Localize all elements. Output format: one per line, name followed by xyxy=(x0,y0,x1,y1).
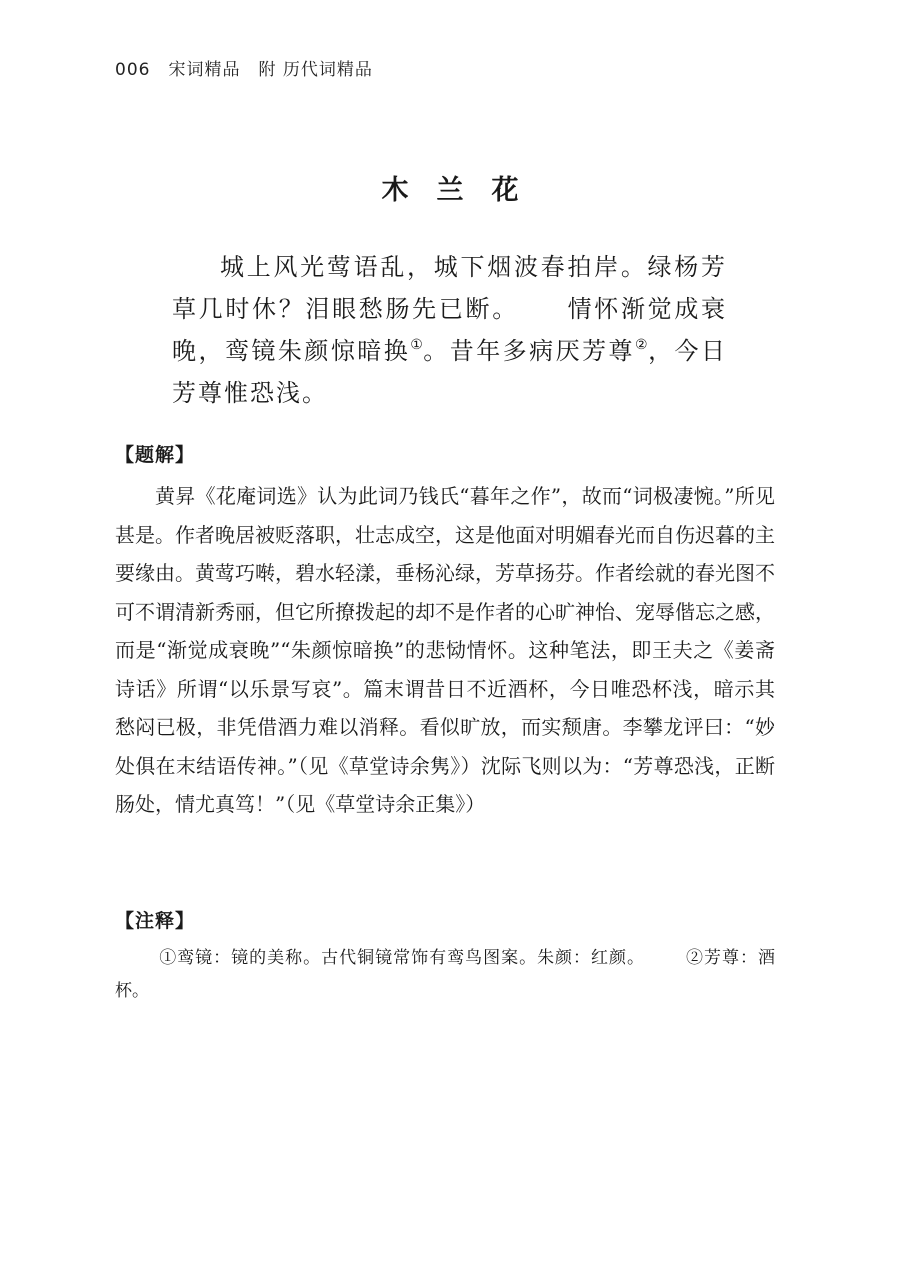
poem-title: 木兰花 xyxy=(381,175,547,206)
poem-stanza-2a: 情怀渐觉成衰晚，鸾镜朱颜惊暗换 xyxy=(172,295,728,365)
notes-heading: 【注释】 xyxy=(115,910,196,932)
poem-stanza-2c: ，今日芳尊惟恐浅。 xyxy=(172,337,728,407)
running-header xyxy=(115,55,373,80)
poem-stanza-2b: 。昔年多病厌芳尊 xyxy=(423,337,636,365)
poem-stanza-1: 城上风光莺语乱，城下烟波春拍岸。绿杨芳草几时休？泪眼愁肠先已断。 xyxy=(172,253,727,323)
note-2: ②芳尊：酒杯。 xyxy=(115,948,776,1001)
book-title: 宋词精品 xyxy=(168,60,241,80)
analysis-heading: 【题解】 xyxy=(115,444,196,466)
notes-body xyxy=(115,942,775,1008)
note-mark-1: ① xyxy=(410,337,424,353)
note-1: ①鸾镜：镜的美称。古代铜镜常饰有鸾鸟图案。朱颜：红颜。 xyxy=(159,948,646,968)
page-number: 006 xyxy=(115,60,151,80)
book-subtitle: 附 历代词精品 xyxy=(258,60,373,80)
note-mark-2: ② xyxy=(635,337,649,353)
analysis-text: 黄昇《花庵词选》认为此词乃钱氏“暮年之作”，故而“词极凄惋。”所见甚是。作者晚居被贬落职，壮志成空，这是他面对明媚春光而自伤迟暮的主要缘由。黄莺巧啭，碧水轻漾，垂杨沁绿，芳草扬芬。作者绘就的春光图不可不谓清新秀丽，但它所撩拨起的却不是作者的心旷神怡、宠辱偕忘之感，而是“渐觉成衰晚”“朱颜惊暗换”的悲恸情怀。这种笔法，即王夫之《姜斋诗话》所谓“以乐景写哀”。篇末谓昔日不近酒杯，今日唯恐杯浅，暗示其愁闷已极，非凭借酒力难以消释。看似旷放，而实颓唐。李攀龙评曰：“妙处俱在末结语传神。”（见《草堂诗余隽》）沈际飞则以为：“芳尊恐浅，正断肠处，情尤真笃！”（见《草堂诗余正集》） xyxy=(115,484,775,816)
poem-body xyxy=(172,246,727,414)
